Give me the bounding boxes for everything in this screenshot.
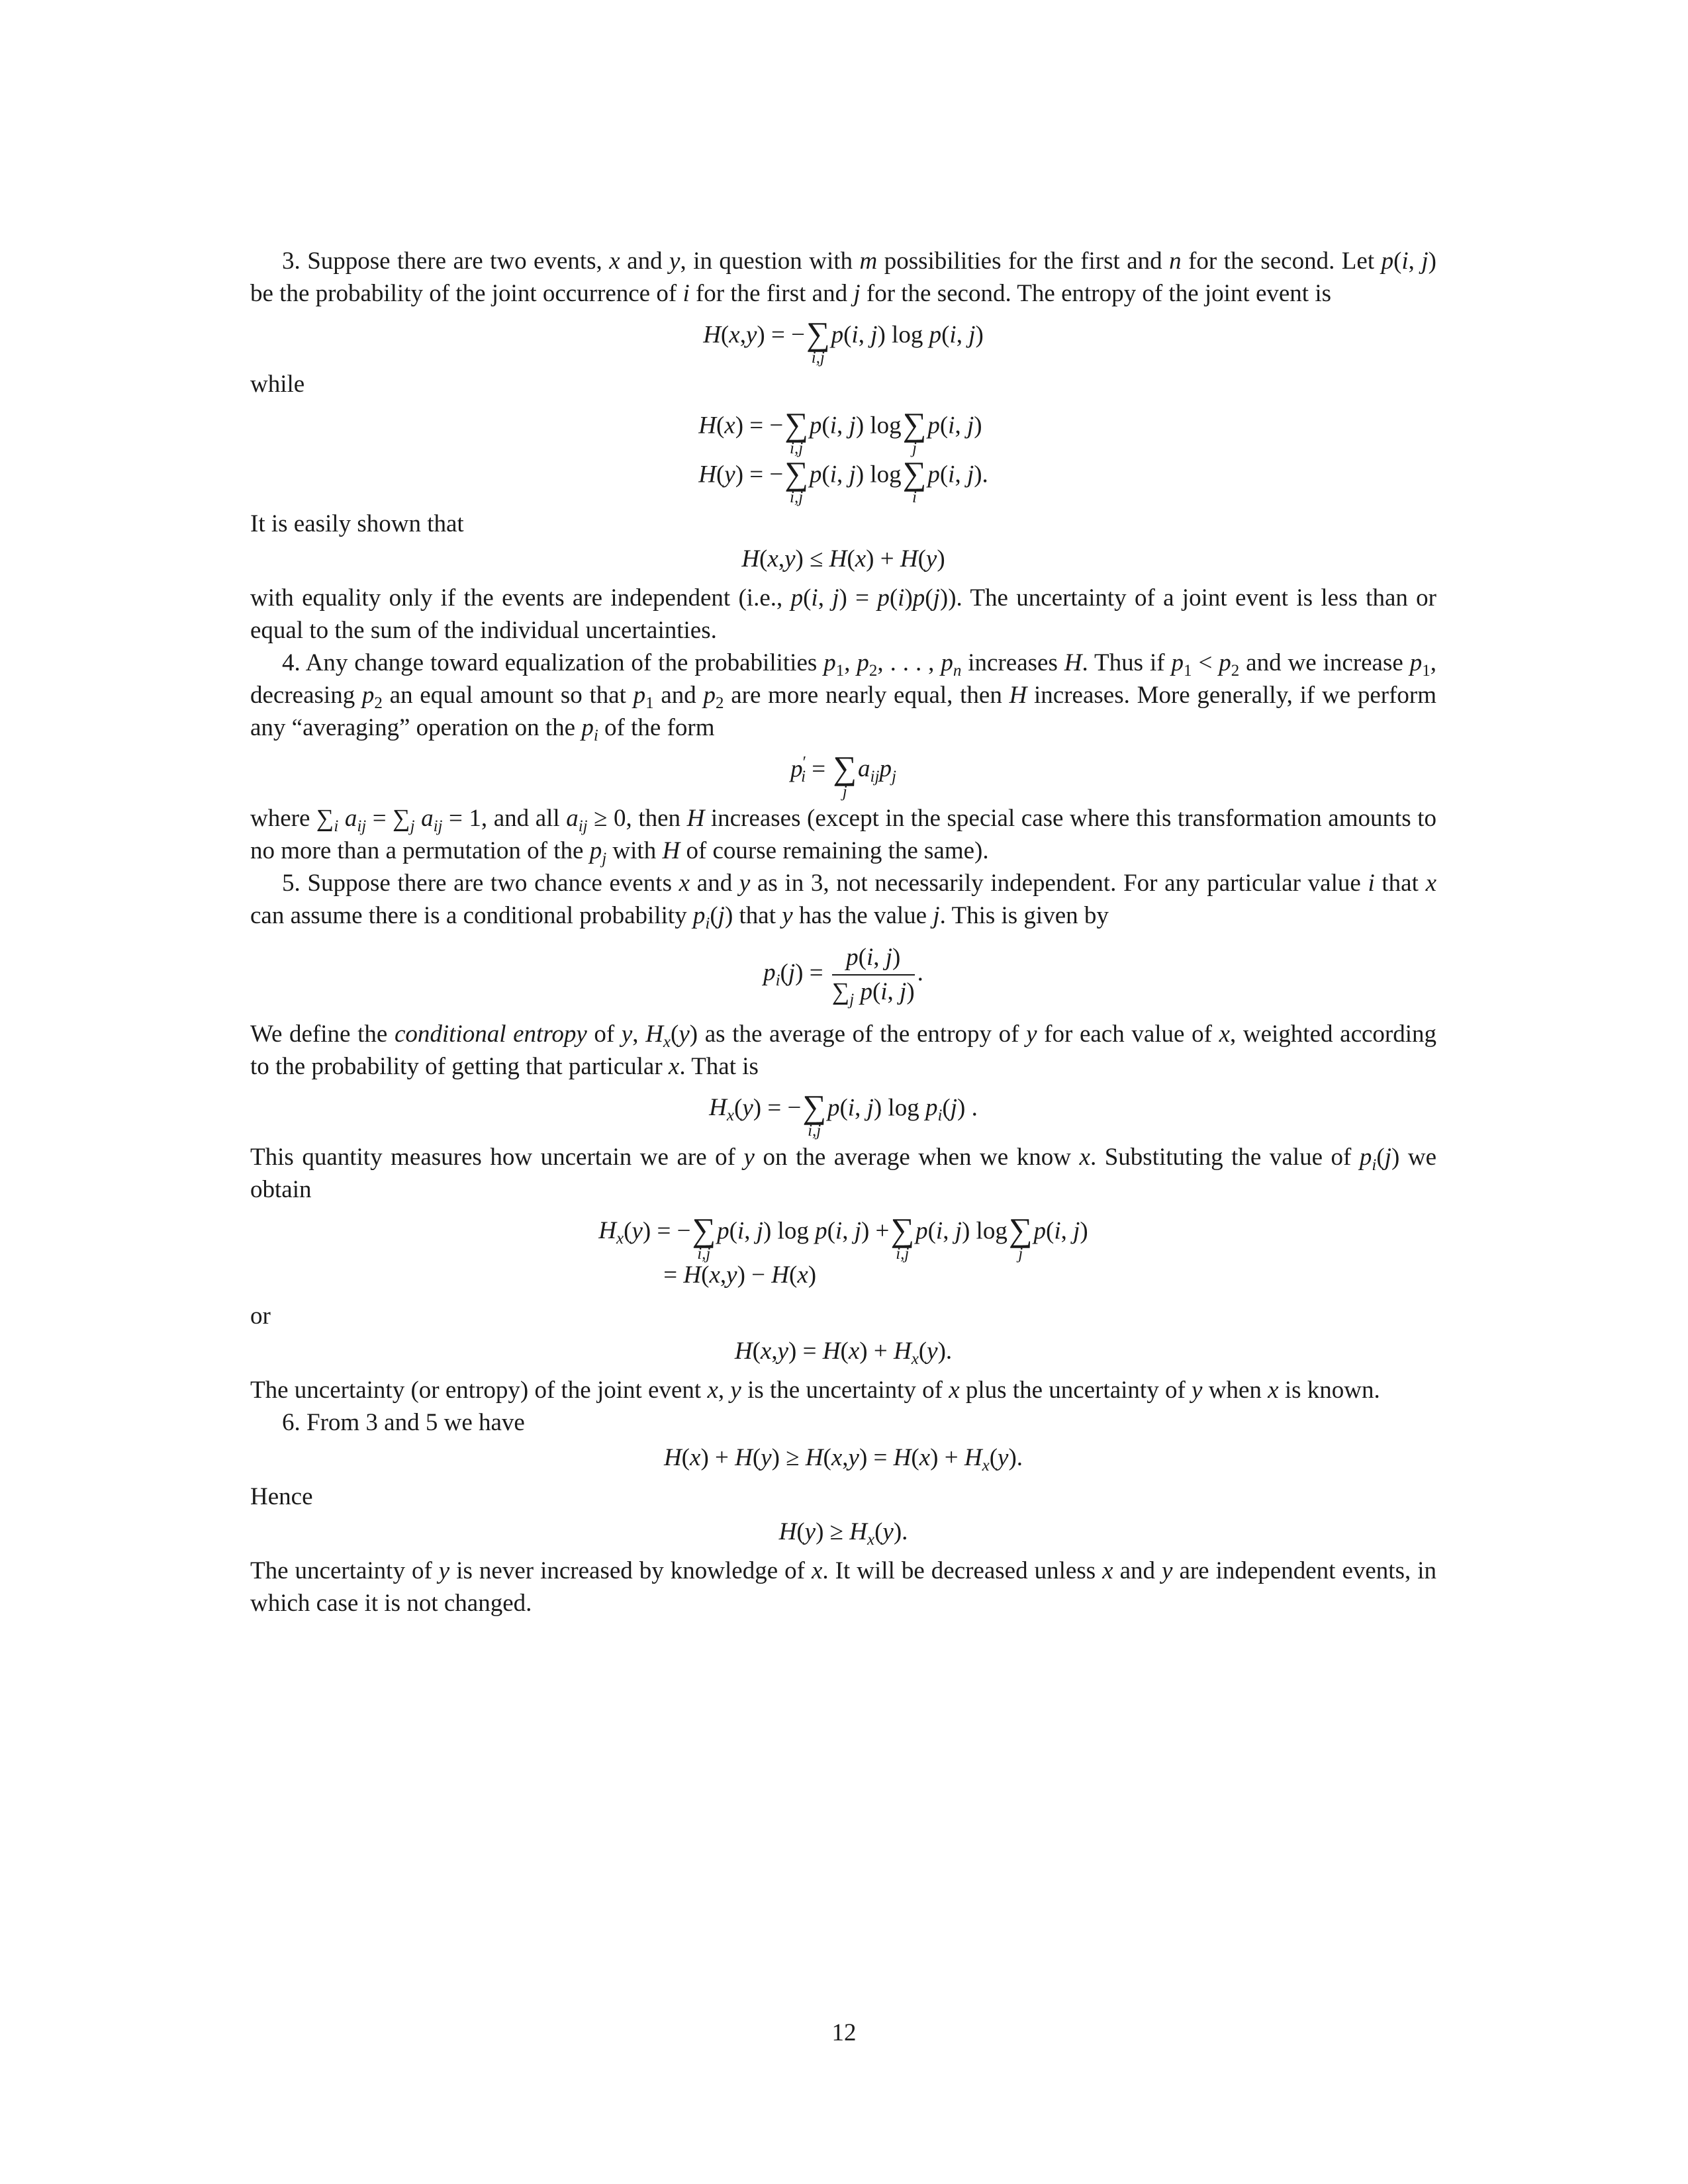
equation-averaging: $p'_i$ = ∑ j $a_{ij}p_j$ [790, 749, 896, 801]
text-hence: Hence [250, 1483, 313, 1510]
paragraph-5b: We define the conditional entropy of y, $H_x(y)$ as the average of the entropy of y for each value of x, weighted according to the probability of getting that particular x. That is [250, 1021, 1437, 1080]
paragraph-3b: with equality only if the events are independent (i.e., p(i, j) = p(i)p(j)). The uncertainty of a joint event is less than or equal to the sum of the individual uncertainties. [250, 584, 1436, 644]
text-while: while [250, 371, 305, 398]
equation-conditional-probability: $p_i(j)$ = $\frac{p(i, j)}{\sum_j p(i, j)}$ . [763, 944, 923, 1009]
paragraph-5a: 5. Suppose there are two chance events x and y as in 3, not necessarily independent. For any particular value i that x can assume there is a conditional probability $p_i(j)$ that y has the value j. This is given by [250, 870, 1436, 933]
equation-hx: H(x) = − ∑ i,j p(i, j) log ∑ j p(i, j) [698, 406, 982, 457]
equation-marginal-entropies [250, 403, 1436, 506]
paragraph-3a: 3. Suppose there are two events, x and y, in question with m possibilities for the first and n for the second. Let p(i, j) be the probability of the joint occurrence of i for the first and j for the second. The entropy of the joint event is [250, 248, 1436, 307]
equation-chain-rule: $H(x,y) = H(x) + H_x(y)$. [734, 1338, 953, 1368]
equation-combined: $H(x) + H(y) \ge H(x,y) = H(x) + H_x(y)$. [663, 1444, 1023, 1475]
equation-subadditivity: H(x,y) ≤ H(x) + H(y) [741, 545, 945, 572]
equation-conditioning-reduces: $H(y) \ge H_x(y)$. [778, 1518, 908, 1549]
paragraph-6a: 6. From 3 and 5 we have [282, 1409, 525, 1436]
text-or: or [250, 1302, 271, 1330]
equation-substitution: $H_x(y)$ = − ∑ i,j p(i, j) log p(i, j) + ∑ i,j p(i, j) log ∑ j p(i, j) = H(x,y) − H(x) [598, 1211, 1088, 1289]
paragraph-6b: The uncertainty of y is never increased by knowledge of x. It will be decreased unless x and y are independent events, in which case it is not changed. [250, 1557, 1437, 1617]
paragraph-5d: The uncertainty (or entropy) of the joint event x, y is the uncertainty of x plus the uncertainty of y when x is known. [250, 1377, 1380, 1404]
paragraph-4b: where $\sum_i$ $a_{ij} = \sum_j$ $a_{ij} = 1$, and all $a_{ij} \ge 0$, then H increases (except in the special case where this transformation amounts to no more than a permutation of the $p_j$ with H of course remaining the same). [250, 805, 1436, 868]
text-easily-shown: It is easily shown that [250, 510, 464, 537]
paragraph-4a: 4. Any change toward equalization of the probabilities $p_1$, $p_2$, . . . , $p_n$ increases H. Thus if $p_1 < p_2$ and we increase $p_1$, decreasing $p_2$ an equal amount so that $p_1$ and $p_2$ are more nearly equal, then H increases. More generally, if we perform any “averaging” operation on the $p_i$ of the form [250, 649, 1436, 745]
equation-hy: H(y) = − ∑ i,j p(i, j) log ∑ i p(i, j). [698, 455, 988, 506]
page-number: 12 [831, 2019, 857, 2046]
equation-joint-entropy: H(x,y) = − ∑ i,j p(i, j) log p(i, j) [703, 315, 984, 367]
paragraph-5c: This quantity measures how uncertain we are of y on the average when we know x. Substituting the value of $p_i(j)$ we obtain [250, 1144, 1436, 1203]
page-body [250, 245, 1436, 1619]
equation-conditional-entropy: $H_x(y)$ = − ∑ i,j p(i, j) $\log p_i(j)$ . [709, 1088, 978, 1140]
